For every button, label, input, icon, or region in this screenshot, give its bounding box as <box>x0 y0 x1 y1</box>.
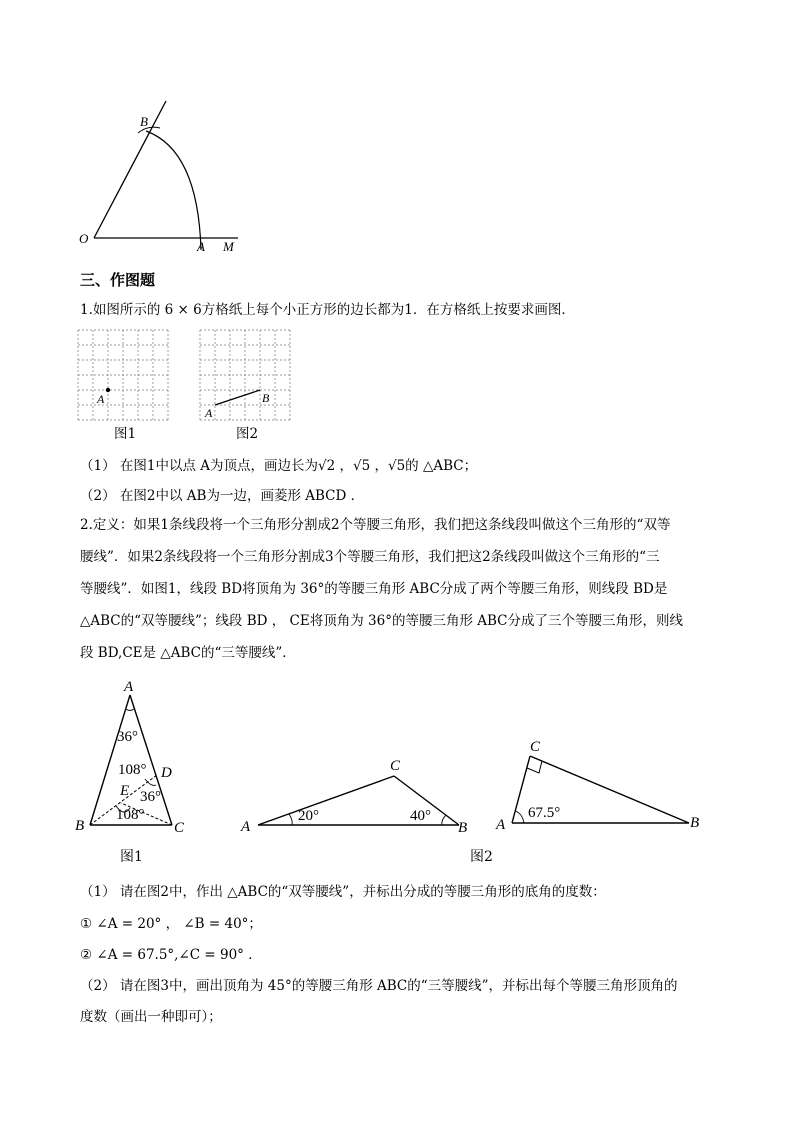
q2-part1 <box>80 882 606 902</box>
q2-line-2: 腰线”．如果2条线段将一个三角形分割成3个等腰三角形，我们把这2条线段叫做这个三角形的“三 <box>80 549 660 565</box>
grid-lines <box>200 330 290 420</box>
grid-lines <box>78 330 168 420</box>
label-m: M <box>223 239 234 254</box>
q2-line-3: 等腰线”．如图1，线段 BD将顶角为 36°的等腰三角形 ABC分成了两个等腰三角形，则线段 BD是 <box>80 581 668 597</box>
q1-part2-num: （2） <box>80 488 116 504</box>
q2-line-4: △ABC的“双等腰线”；线段 BD ， CE将顶角为 36°的等腰三角形 ABC分成了三个等腰三角形，则线 <box>80 613 683 629</box>
side-ab <box>90 695 130 825</box>
label-b: B <box>140 114 148 129</box>
q2-item-2: ② ∠A = 67.5°,∠C = 90° ． <box>80 947 262 963</box>
angle-top-label: 36° <box>117 729 138 745</box>
q2-fig2-caption: 图2 <box>470 849 493 865</box>
label-a: A <box>205 406 213 420</box>
q1-part1-text: 在图1中以点 A为顶点，画边长为√2 ，√5 ，√5的 △ABC； <box>119 458 478 474</box>
q2-line-5: 段 BD,CE是 △ABC的“三等腰线”． <box>80 645 296 661</box>
label-a: A <box>496 817 506 833</box>
q2-item-1: ① ∠A = 20° ， ∠B = 40°； <box>80 916 262 932</box>
construction-arc <box>146 131 201 250</box>
angle-e-label: 108° <box>116 807 145 823</box>
q2-line-1: 2.定义：如果1条线段将一个三角形分割成2个等腰三角形，我们把这条线段叫做这个三角形的“双等 <box>80 517 671 533</box>
angle-arc-a <box>289 814 292 825</box>
q2-figure-middle <box>236 750 476 840</box>
q1-part2-text: 在图2中以 AB为一边，画菱形 ABCD ． <box>119 488 365 504</box>
label-a: A <box>241 819 251 835</box>
angle-arc-b <box>442 815 446 825</box>
label-b: B <box>458 820 468 836</box>
q1-fig1-caption: 图1 <box>114 426 137 442</box>
label-a: A <box>124 679 134 695</box>
q2-part2-line-1: （2） 请在图3中，画出顶角为 45°的等腰三角形 ABC的“三等腰线”，并标出每个等腰三角形顶角的 <box>80 978 678 994</box>
angle-a-label: 67.5° <box>528 805 561 821</box>
segment-ab <box>215 390 260 405</box>
q2-figure-1 <box>70 675 200 845</box>
angle-a-label: 20° <box>298 808 319 824</box>
label-b: B <box>75 818 85 834</box>
label-c: C <box>174 820 185 836</box>
q2-fig1-caption: 图1 <box>120 849 143 865</box>
label-o: O <box>79 231 89 246</box>
q1-part2 <box>80 486 364 506</box>
angle-d-label: 108° <box>118 762 147 778</box>
angle-construction-figure <box>70 95 250 260</box>
label-e: E <box>120 783 130 799</box>
angle-b-label: 40° <box>410 808 431 824</box>
side-ac <box>130 695 172 825</box>
angle-mid-label: 36° <box>140 789 161 805</box>
section-title: 三、作图题 <box>80 271 156 289</box>
q1-part1-num: （1） <box>80 458 116 474</box>
label-c: C <box>530 739 541 755</box>
side-ac <box>258 776 394 825</box>
point-a-label: A <box>97 392 105 406</box>
label-d: D <box>161 765 172 781</box>
q2-figure-right <box>494 737 714 837</box>
q2-part2-line-2: 度数（画出一种即可）； <box>80 1009 222 1025</box>
label-a: A <box>197 239 205 254</box>
right-angle-mark <box>527 761 542 773</box>
q2-part1-text: 请在图2中，作出 △ABC的“双等腰线”，并标出分成的等腰三角形的底角的度数： <box>119 884 606 900</box>
label-c: C <box>390 758 401 774</box>
q1-grid-figure-2 <box>198 328 298 428</box>
ray-ob <box>94 101 166 238</box>
q1-fig2-caption: 图2 <box>236 426 259 442</box>
angle-arc-top <box>126 709 134 711</box>
q1-part1 <box>80 456 477 476</box>
point-a <box>106 388 110 392</box>
q1-stem: 1.如图所示的 6 × 6方格纸上每个小正方形的边长都为1．在方格纸上按要求画图． <box>80 302 575 318</box>
q1-grid-figure-1 <box>76 328 176 428</box>
angle-arc-a <box>515 811 524 823</box>
label-b: B <box>690 815 700 831</box>
label-b: B <box>262 391 270 405</box>
q2-part1-num: （1） <box>80 884 116 900</box>
